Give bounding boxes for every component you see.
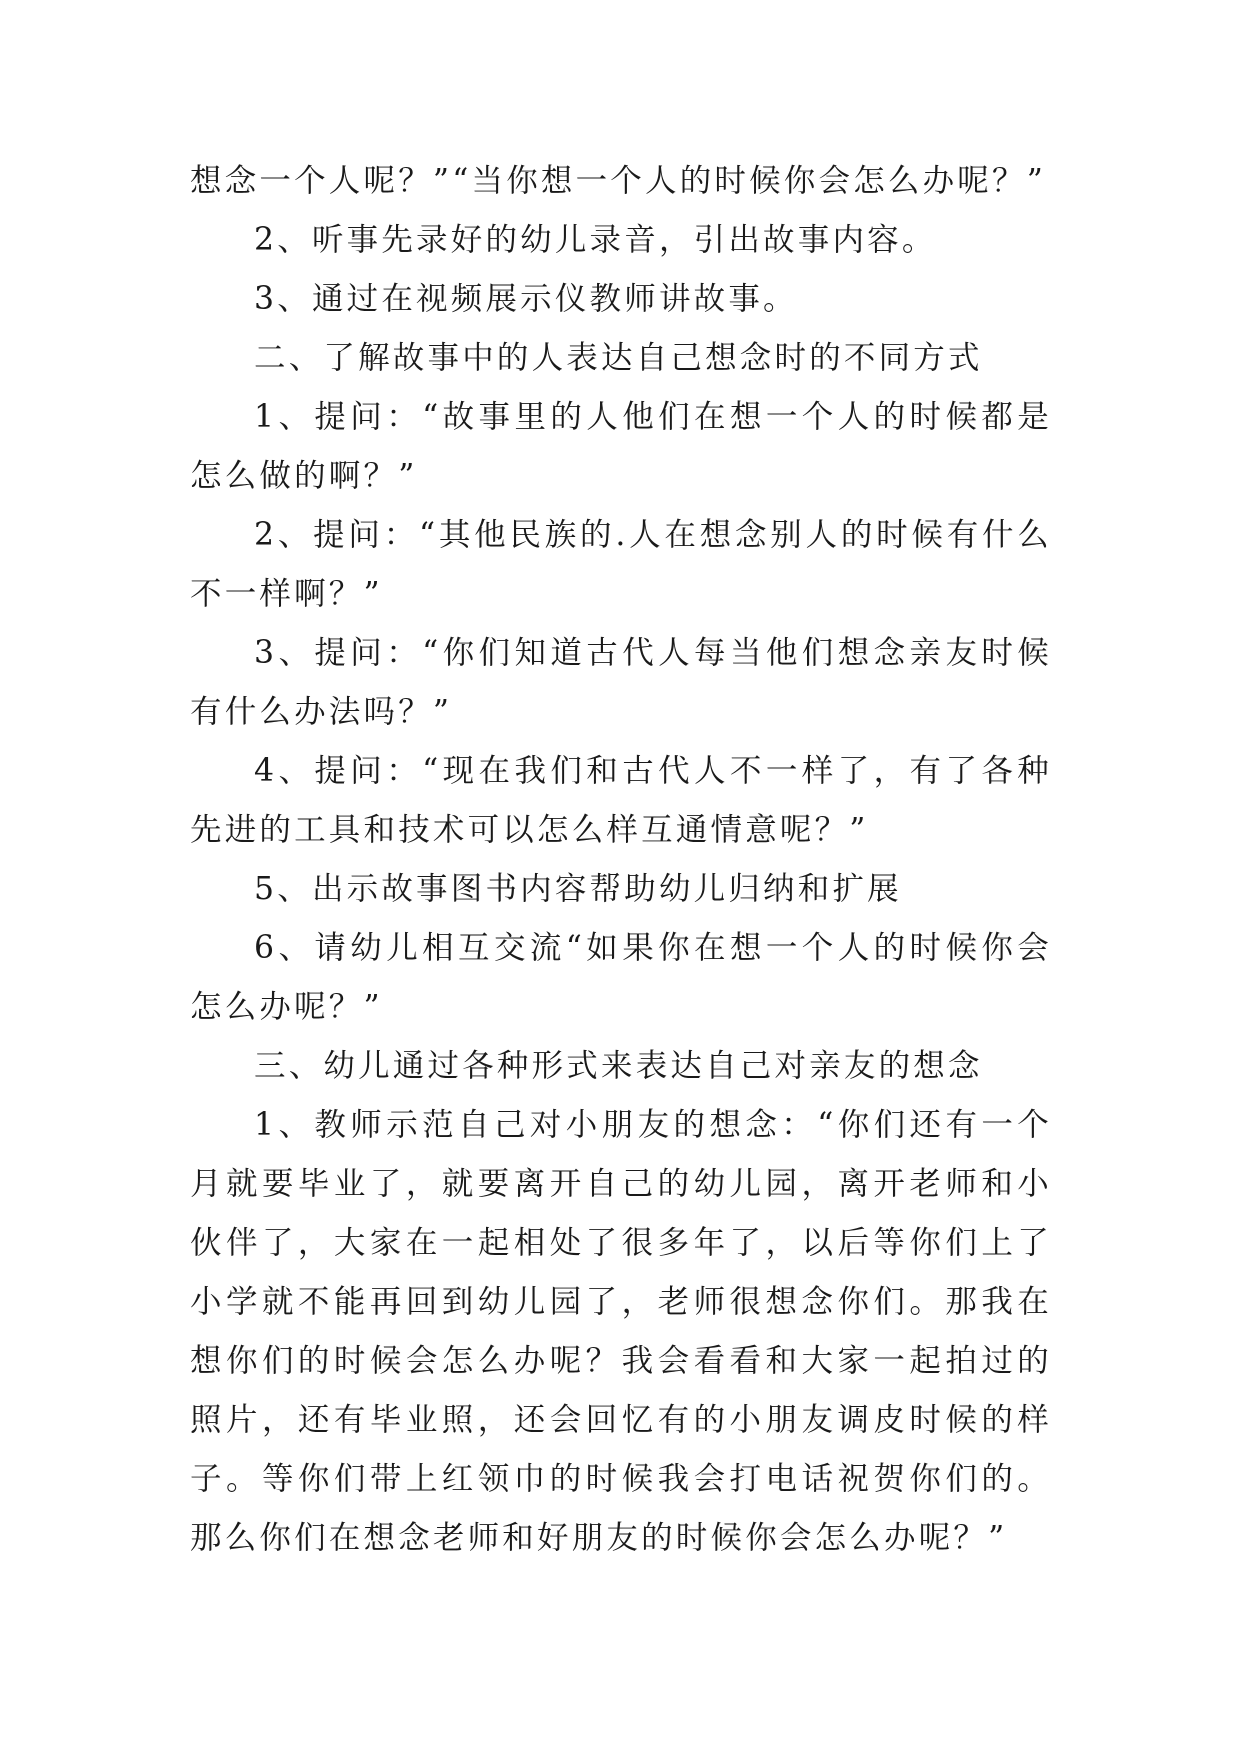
section-heading: 三、幼儿通过各种形式来表达自己对亲友的想念 xyxy=(254,1048,983,1084)
paragraph: 6、请幼儿相互交流“如果你在想一个人的时候你会怎么办呢？” xyxy=(190,930,1052,1025)
paragraph: 5、出示故事图书内容帮助幼儿归纳和扩展 xyxy=(254,871,902,907)
section-heading: 二、了解故事中的人表达自己想念时的不同方式 xyxy=(254,340,983,376)
paragraph: 3、通过在视频展示仪教师讲故事。 xyxy=(254,281,798,317)
paragraph: 1、教师示范自己对小朋友的想念：“你们还有一个月就要毕业了，就要离开自己的幼儿园，离开老师和小伙伴了，大家在一起相处了很多年了，以后等你们上了小学就不能再回到幼儿园了，老师很想念你们。那我在想你们的时候会怎么办呢？我会看看和大家一起拍过的照片，还有毕业照，还会回忆有的小朋友调皮时候的样子。等你们带上红领巾的时候我会打电话祝贺你们的。那么你们在想念老师和好朋友的时候你会怎么办呢？” xyxy=(190,1107,1052,1556)
paragraph: 想念一个人呢？”“当你想一个人的时候你会怎么办呢？” xyxy=(190,163,1047,199)
paragraph: 1、提问：“故事里的人他们在想一个人的时候都是怎么做的啊？” xyxy=(190,399,1052,494)
paragraph: 3、提问：“你们知道古代人每当他们想念亲友时候有什么办法吗？” xyxy=(190,635,1052,730)
paragraph: 2、提问：“其他民族的.人在想念别人的时候有什么不一样啊？” xyxy=(190,517,1052,612)
paragraph: 4、提问：“现在我们和古代人不一样了，有了各种先进的工具和技术可以怎么样互通情意呢？” xyxy=(190,753,1052,848)
paragraph: 2、听事先录好的幼儿录音，引出故事内容。 xyxy=(254,222,937,258)
document-body xyxy=(190,152,1052,1568)
